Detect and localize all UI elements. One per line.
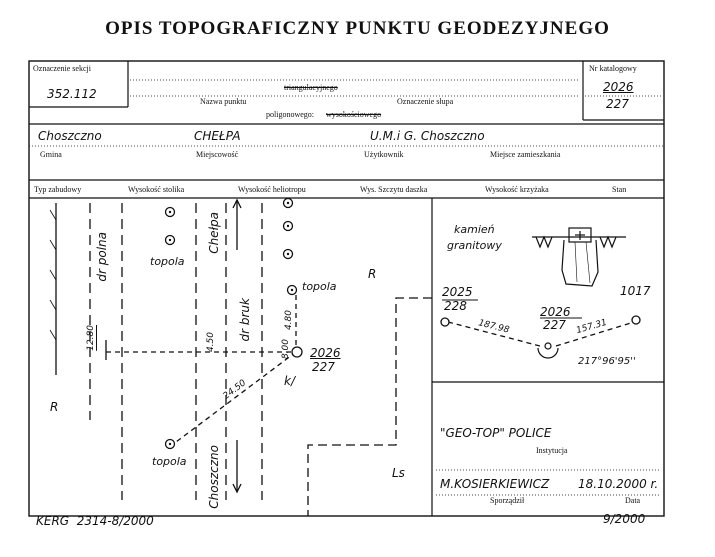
- typ-struck-2: wysokościowego: [326, 110, 382, 119]
- col-typ: Typ zabudowy: [34, 185, 82, 194]
- label-chelpa: Chełpa: [207, 212, 221, 254]
- uzytkownik-label: Użytkownik: [364, 150, 404, 159]
- detail-dist-right: 157.31: [575, 317, 609, 337]
- poligon-label: poligonowego:: [266, 110, 314, 119]
- miejscowosc-label: Miejscowość: [196, 150, 239, 159]
- katalog-top: 2026: [603, 80, 634, 94]
- detail-left-top: 2025: [442, 285, 473, 299]
- col-stolik: Wysokość stolika: [128, 185, 185, 194]
- label-r-right: R: [368, 267, 377, 281]
- instytucja-value: "GEO-TOP" POLICE: [440, 426, 552, 440]
- detail-left-bottom: 228: [444, 299, 467, 313]
- zamieszkanie-label: Miejsce zamieszkania: [490, 150, 561, 159]
- point-top: 2026: [310, 346, 341, 360]
- kerg-number: KERG 2314-8/2000: [36, 514, 154, 528]
- data-value: 18.10.2000 r.: [578, 477, 659, 491]
- label-topola-1: topola: [150, 255, 185, 268]
- col-heliotrop: Wysokość heliotropu: [238, 185, 306, 194]
- col-daszek: Wys. Szczytu daszka: [360, 185, 428, 194]
- label-choszczno: Choszczno: [207, 445, 221, 509]
- uzytkownik-value: U.M.i G. Choszczno: [370, 129, 485, 143]
- katalog-label: Nr katalogowy: [589, 64, 637, 73]
- measure-800: [281, 339, 291, 362]
- label-ls: Ls: [392, 466, 405, 480]
- gmina-value: Choszczno: [38, 129, 102, 143]
- sekcja-value: 352.112: [47, 87, 97, 101]
- instytucja-label: Instytucja: [536, 446, 568, 455]
- detail-center-top: 2026: [540, 305, 571, 319]
- point-bottom: 227: [312, 360, 335, 374]
- miejscowosc-value: CHEŁPA: [194, 129, 241, 143]
- label-topola-3: topola: [152, 455, 187, 468]
- measure-2450: 24.50: [221, 378, 249, 402]
- document-title: OPIS TOPOGRAFICZNY PUNKTU GEODEZYJNEGO: [105, 18, 610, 39]
- gmina-label: Gmina: [40, 150, 62, 159]
- date-code: 9/2000: [603, 512, 646, 526]
- detail-kamien: kamień: [454, 223, 495, 236]
- slupa-label: Oznaczenie słupa: [397, 97, 454, 106]
- detail-right-top: 1017: [620, 284, 651, 298]
- sekcja-label: Oznaczenie sekcji: [33, 64, 91, 73]
- data-label: Data: [625, 496, 641, 505]
- measure-450: [206, 332, 216, 355]
- measure-450-text: 4.50: [206, 332, 216, 353]
- measure-1280-text: 12.80: [86, 325, 96, 351]
- detail-granitowy: granitowy: [447, 239, 502, 252]
- measure-800-text: 8.00: [281, 339, 291, 360]
- katalog-bottom: 227: [606, 97, 629, 111]
- col-krzyzak: Wysokość krzyżaka: [485, 185, 549, 194]
- nazwa-label: Nazwa punktu: [200, 97, 247, 106]
- detail-dist-left: 187.98: [477, 318, 511, 336]
- label-dr-polna: dr polna: [95, 232, 109, 282]
- label-kl: k/: [284, 374, 295, 388]
- measure-480-text: 4.80: [284, 310, 294, 331]
- detail-angle: 217°96'95'': [578, 356, 636, 367]
- label-dr-bruk: dr bruk: [238, 298, 252, 342]
- label-r-left: R: [50, 400, 59, 414]
- typ-struck-1: triangulacyjnego: [284, 83, 338, 92]
- sporzadzil-value: M.KOSIERKIEWICZ: [440, 477, 550, 491]
- measure-480: [284, 310, 294, 333]
- label-topola-2: topola: [302, 280, 337, 293]
- measure-1280: [86, 325, 96, 354]
- sporzadzil-label: Sporządził: [490, 496, 525, 505]
- col-stan: Stan: [612, 185, 627, 194]
- detail-center-bottom: 227: [543, 318, 566, 332]
